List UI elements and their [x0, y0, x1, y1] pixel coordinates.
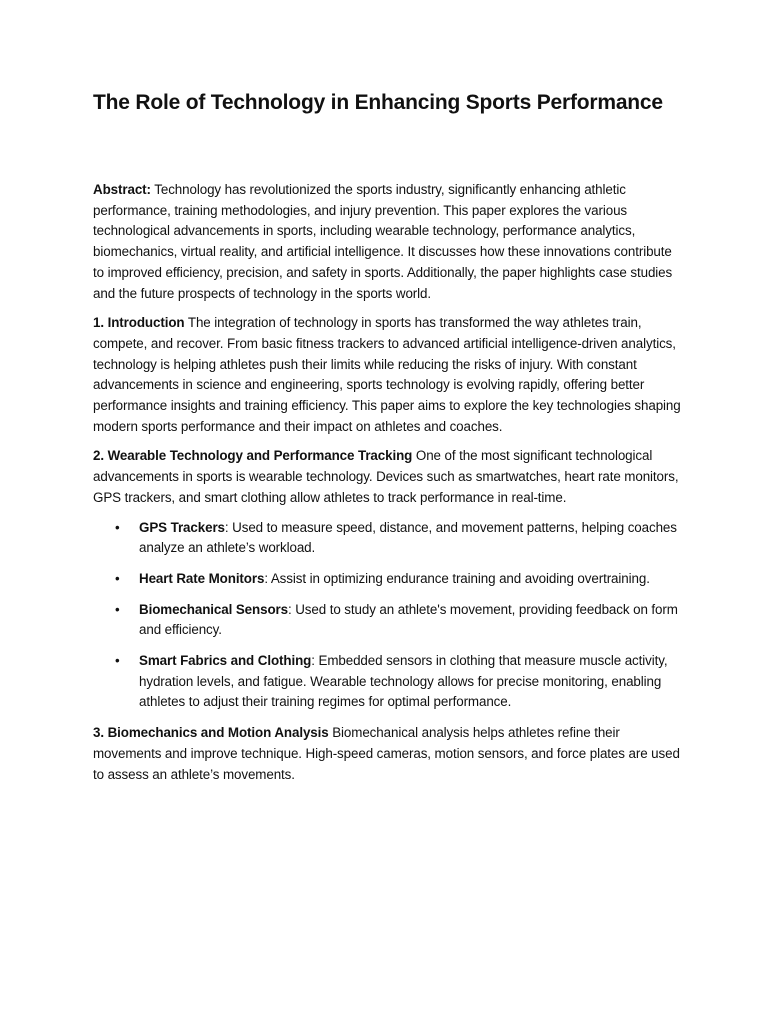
- wearable-bullet-list: [93, 518, 683, 714]
- wearable-paragraph: [93, 446, 683, 508]
- bullet-text: : Embedded sensors in clothing that measure muscle activity, hydration levels, and fatigue. Wearable technology allows for precise monitoring, enabling athletes to adjust their training regimes for optimal performance.: [139, 653, 668, 710]
- introduction-heading: 1. Introduction: [93, 315, 185, 331]
- abstract-label: Abstract:: [93, 182, 151, 197]
- introduction-text: The integration of technology in sports has transformed the way athletes train, compete, and recover. From basic fitness trackers to advanced artificial intelligence-driven analytics, technology is helping athletes push their limits while reducing the risks of injury. With constant advancements in science and engineering, sports technology is evolving rapidly, offering better performance insights and training efficiency. This paper aims to explore the key technologies shaping modern sports performance and their impact on athletes and coaches.: [93, 315, 681, 434]
- bullet-text: : Used to measure speed, distance, and movement patterns, helping coaches analyze an athlete’s workload.: [139, 519, 677, 556]
- bullet-term: GPS Trackers: [139, 519, 225, 535]
- introduction-paragraph: [93, 313, 683, 437]
- wearable-text: One of the most significant technological advancements in sports is wearable technology. Devices such as smartwatches, heart rate monitors, GPS trackers, and smart clothing allow athletes to track performance in real-time.: [93, 448, 679, 505]
- document-page: [93, 86, 683, 794]
- list-item: [93, 518, 683, 559]
- wearable-heading: 2. Wearable Technology and Performance Tracking: [93, 448, 413, 464]
- abstract-text: Technology has revolutionized the sports industry, significantly enhancing athletic performance, training methodologies, and injury prevention. This paper explores the various technological advancements in sports, including wearable technology, performance analytics, biomechanics, virtual reality, and artificial intelligence. It discusses how these innovations contribute to improved efficiency, precision, and safety in sports. Additionally, the paper highlights case studies and the future prospects of technology in the sports world.: [93, 182, 673, 301]
- bullet-icon: •: [115, 601, 120, 617]
- list-item: [93, 600, 683, 641]
- bullet-term: Biomechanical Sensors: [139, 601, 288, 617]
- bullet-term: Smart Fabrics and Clothing: [139, 653, 312, 669]
- list-item: [93, 651, 683, 713]
- biomechanics-heading: 3. Biomechanics and Motion Analysis: [93, 725, 329, 741]
- bullet-text: : Assist in optimizing endurance training and avoiding overtraining.: [264, 570, 650, 586]
- bullet-icon: •: [115, 519, 120, 535]
- bullet-icon: •: [115, 653, 120, 669]
- bullet-icon: •: [115, 570, 120, 586]
- abstract-paragraph: [93, 180, 683, 304]
- page-title: The Role of Technology in Enhancing Sports Performance: [93, 91, 663, 114]
- list-item: [93, 569, 683, 590]
- bullet-text: : Used to study an athlete's movement, providing feedback on form and efficiency.: [139, 601, 678, 638]
- biomechanics-paragraph: [93, 723, 683, 785]
- bullet-term: Heart Rate Monitors: [139, 570, 265, 586]
- biomechanics-text: Biomechanical analysis helps athletes refine their movements and improve technique. High-speed cameras, motion sensors, and force plates are used to assess an athlete’s movements.: [93, 725, 680, 782]
